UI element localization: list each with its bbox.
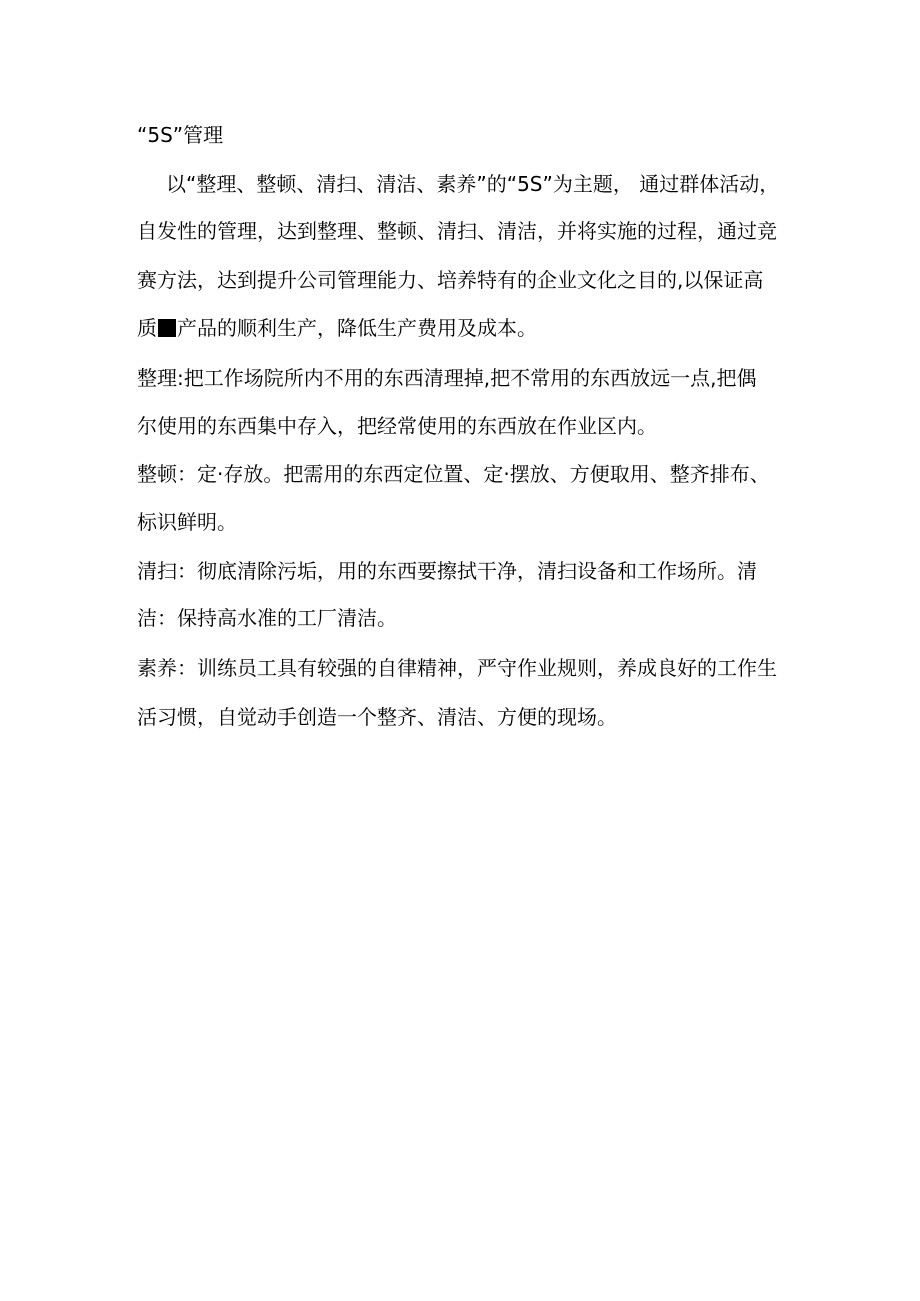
intro-line-4-start: 质 <box>137 316 157 340</box>
qingsao-line-1: 清扫：彻底清除污垢，用的东西要擦拭干净，清扫设备和工作场所。清 <box>137 559 757 583</box>
suyang-line-1: 素养：训练员工具有较强的自律精神，严守作业规则，养成良好的工作生 <box>137 656 777 680</box>
redaction-block <box>158 319 176 337</box>
intro-line-2: 自发性的管理，达到整理、整顿、清扫、清洁，并将实施的过程，通过竞 <box>137 219 777 243</box>
zhengdun-line-2: 标识鲜明。 <box>137 510 237 534</box>
intro-line-4-end: 产品的顺利生产，降低生产费用及成本。 <box>177 316 537 340</box>
intro-line-3: 赛方法，达到提升公司管理能力、培养特有的企业文化之目的,以保证高 <box>137 268 764 292</box>
qingsao-line-2: 洁：保持高水准的工厂清洁。 <box>137 606 397 630</box>
intro-line-1: 以“整理、整顿、清扫、清洁、素养”的“5S”为主题， 通过群体活动， <box>166 172 780 196</box>
document-title: “5S”管理 <box>137 123 224 147</box>
zhengli-line-1: 整理:把工作场院所内不用的东西清理掉,把不常用的东西放远一点,把偶 <box>137 366 757 390</box>
intro-line-4 <box>137 316 537 340</box>
zhengdun-line-1: 整顿：定·存放。把需用的东西定位置、定·摆放、方便取用、整齐排布、 <box>137 462 770 486</box>
suyang-line-2: 活习惯，自觉动手创造一个整齐、清洁、方便的现场。 <box>137 705 617 729</box>
zhengli-line-2: 尔使用的东西集中存入，把经常使用的东西放在作业区内。 <box>137 414 657 438</box>
